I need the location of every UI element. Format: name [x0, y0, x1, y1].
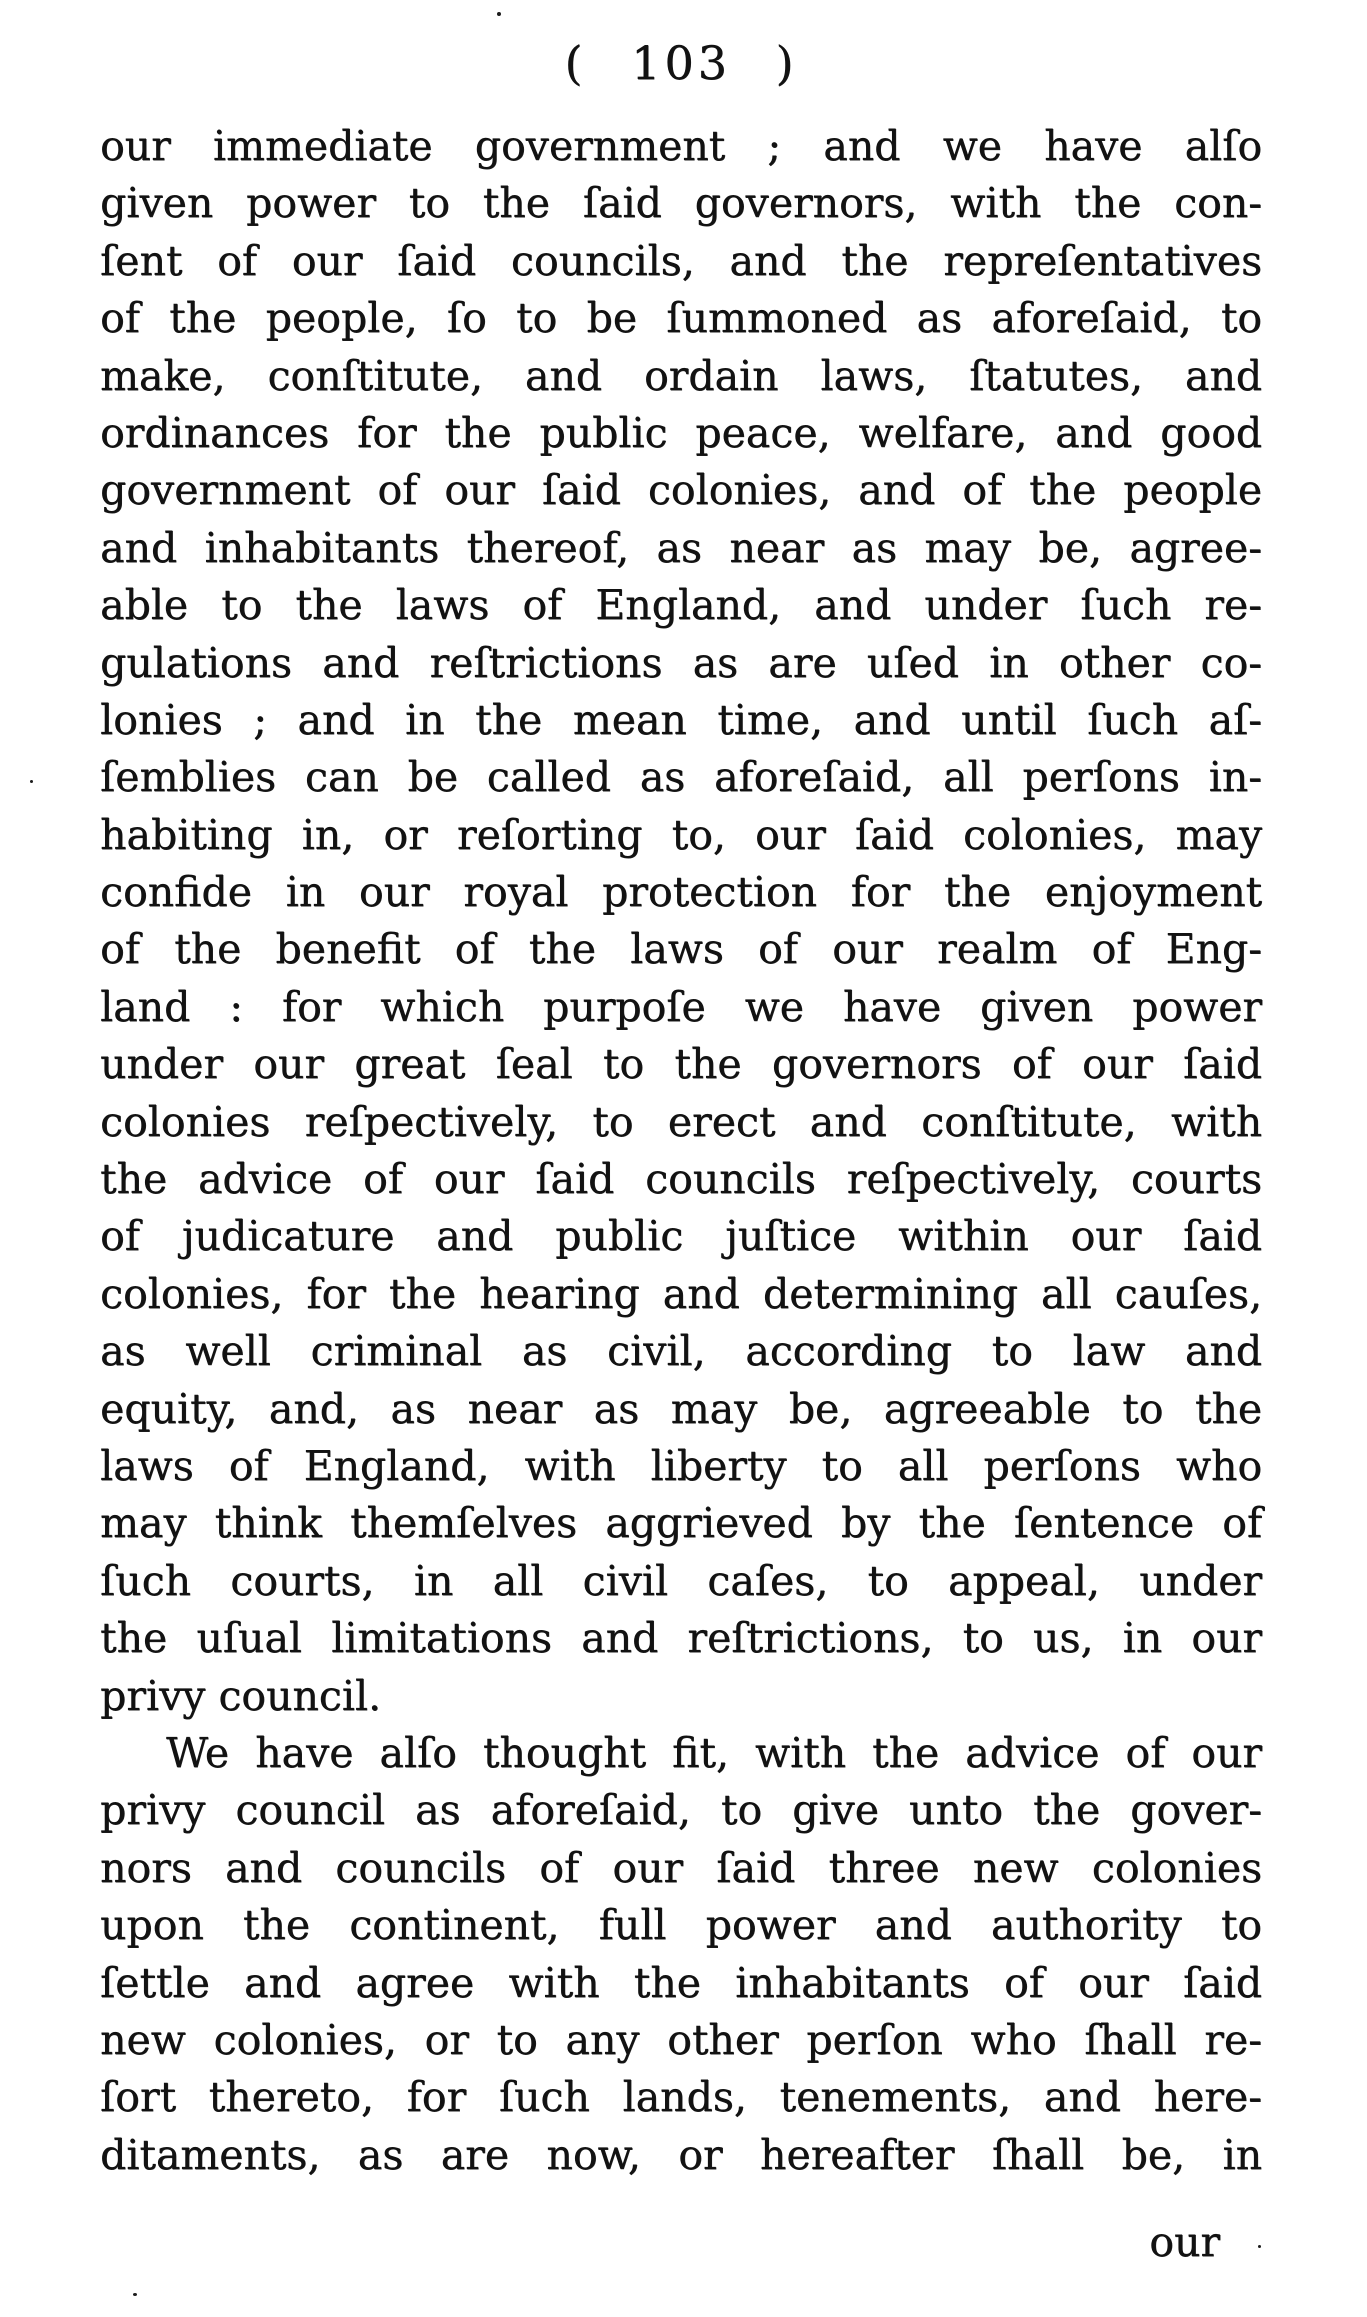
text-line: may think themſelves aggrieved by the ſentence of: [100, 1499, 1262, 1548]
text-line: the uſual limitations and reſtrictions, to us, in our: [100, 1614, 1262, 1663]
text-line: ſent of our ſaid councils, and the repreſentatives: [100, 236, 1262, 285]
page-number: ( 103 ): [564, 36, 798, 90]
text-line: gulations and reſtrictions as are uſed in other co-: [100, 638, 1262, 687]
text-line: make, conſtitute, and ordain laws, ſtatutes, and: [100, 351, 1262, 400]
paragraph-end-line: privy council.: [100, 1671, 381, 1720]
text-line: ſort thereto, for ſuch lands, tenements, and here-: [100, 2073, 1262, 2122]
catchword: our: [1149, 2218, 1220, 2267]
text-line: ordinances for the public peace, welfare, and good: [100, 408, 1262, 457]
text-line: new colonies, or to any other perſon who ſhall re-: [100, 2015, 1262, 2064]
text-line: equity, and, as near as may be, agreeable to the: [100, 1384, 1262, 1433]
text-line: given power to the ſaid governors, with the con-: [100, 179, 1262, 228]
text-line: colonies, for the hearing and determining all cauſes,: [100, 1269, 1262, 1318]
text-line: of the benefit of the laws of our realm of Eng-: [100, 925, 1262, 974]
scan-speckle: [30, 780, 33, 783]
text-line: ſettle and agree with the inhabitants of our ſaid: [100, 1958, 1262, 2007]
text-line: laws of England, with liberty to all perſons who: [100, 1441, 1262, 1490]
text-line: able to the laws of England, and under ſuch re-: [100, 581, 1262, 630]
scan-speckle: [1258, 2245, 1261, 2248]
text-line: nors and councils of our ſaid three new colonies: [100, 1843, 1262, 1892]
scan-speckle: [497, 12, 501, 16]
text-line: of the people, ſo to be ſummoned as aforeſaid, to: [100, 294, 1262, 343]
text-line: ditaments, as are now, or hereafter ſhall be, in: [100, 2130, 1262, 2179]
text-line: our immediate government ; and we have alſo: [100, 122, 1262, 170]
paragraph-start-line: We have alſo thought fit, with the advice of our: [166, 1728, 1262, 1777]
text-line: ſuch courts, in all civil caſes, to appeal, under: [100, 1556, 1262, 1605]
text-line: of judicature and public juſtice within our ſaid: [100, 1212, 1262, 1261]
text-line: and inhabitants thereof, as near as may be, agree-: [100, 523, 1262, 572]
text-line: as well criminal as civil, according to law and: [100, 1327, 1262, 1376]
text-line: habiting in, or reſorting to, our ſaid colonies, may: [100, 810, 1262, 859]
text-line: land : for which purpoſe we have given power: [100, 982, 1262, 1031]
text-line: government of our ſaid colonies, and of the people: [100, 466, 1262, 515]
text-line: upon the continent, full power and authority to: [100, 1901, 1262, 1950]
text-line: confide in our royal protection for the enjoyment: [100, 868, 1262, 917]
text-line: under our great ſeal to the governors of our ſaid: [100, 1040, 1262, 1089]
scan-speckle: [133, 2293, 137, 2296]
text-line: privy council as aforeſaid, to give unto the gover-: [100, 1786, 1262, 1835]
body-text: [100, 118, 1262, 2271]
text-line: the advice of our ſaid councils reſpectively, courts: [100, 1155, 1262, 1204]
text-line: lonies ; and in the mean time, and until ſuch aſ-: [100, 695, 1262, 744]
text-line: ſemblies can be called as aforeſaid, all perſons in-: [100, 753, 1262, 802]
text-line: colonies reſpectively, to erect and conſtitute, with: [100, 1097, 1262, 1146]
